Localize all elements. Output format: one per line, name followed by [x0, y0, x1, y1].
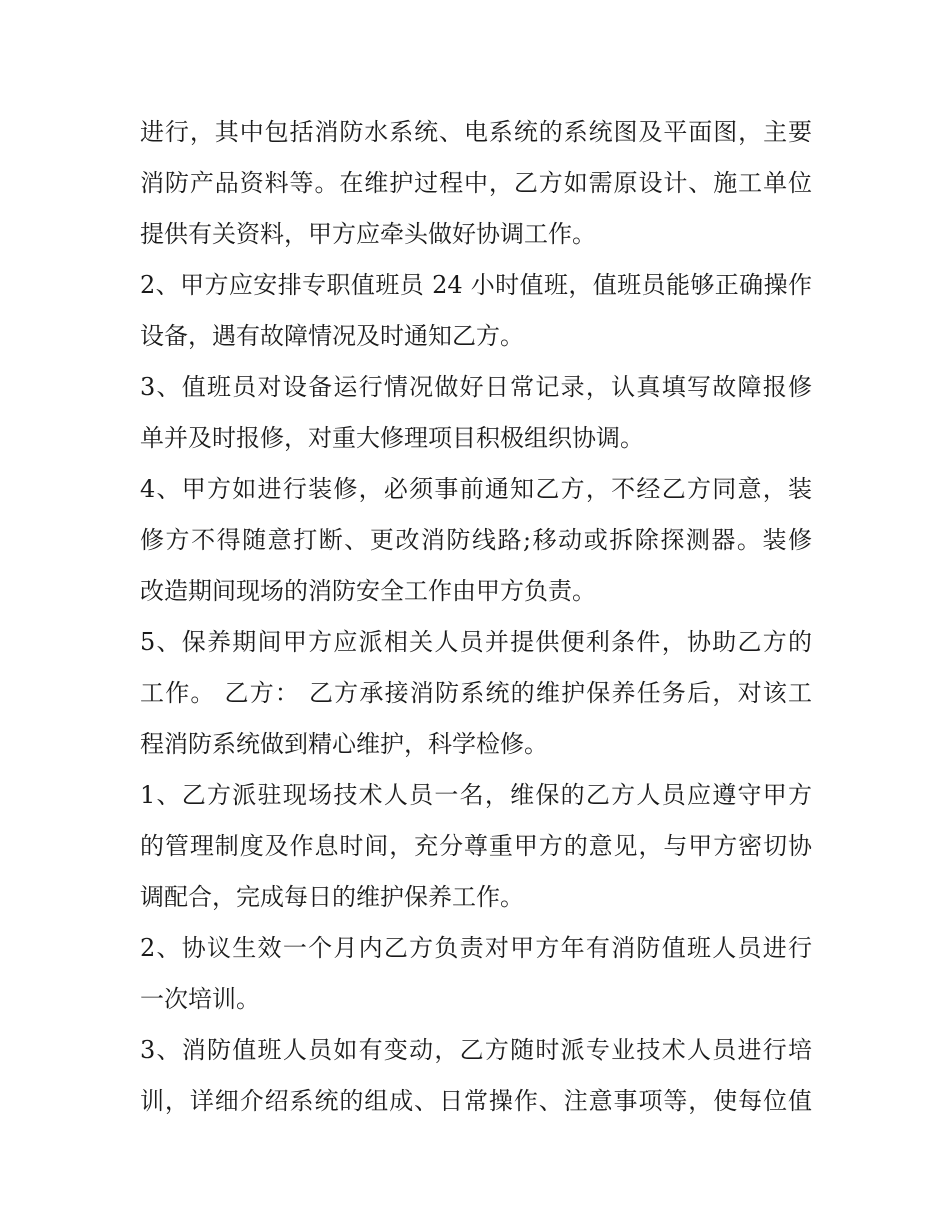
text-line: 工作。 乙方： 乙方承接消防系统的维护保养任务后，对该工: [140, 679, 812, 707]
text-line: 设备，遇有故障情况及时通知乙方。: [140, 322, 524, 350]
text-line: 训，详细介绍系统的组成、日常操作、注意事项等，使每位值: [140, 1087, 812, 1115]
text-line: 5、保养期间甲方应派相关人员并提供便利条件，协助乙方的: [140, 628, 812, 656]
document-body: [140, 107, 812, 1127]
text-line: 改造期间现场的消防安全工作由甲方负责。: [140, 577, 596, 605]
text-line: 进行，其中包括消防水系统、电系统的系统图及平面图，主要: [140, 118, 812, 146]
text-line: 调配合，完成每日的维护保养工作。: [140, 883, 524, 911]
text-line: 修方不得随意打断、更改消防线路;移动或拆除探测器。装修: [140, 526, 812, 554]
text-line: 1、乙方派驻现场技术人员一名，维保的乙方人员应遵守甲方: [140, 781, 812, 809]
text-line: 2、甲方应安排专职值班员 24 小时值班，值班员能够正确操作: [140, 271, 812, 299]
text-line: 4、甲方如进行装修，必须事前通知乙方，不经乙方同意，装: [140, 475, 812, 503]
text-line: 程消防系统做到精心维护，科学检修。: [140, 730, 548, 758]
text-line: 2、协议生效一个月内乙方负责对甲方年有消防值班人员进行: [140, 934, 812, 962]
text-line: 消防产品资料等。在维护过程中，乙方如需原设计、施工单位: [140, 169, 812, 197]
text-line: 单并及时报修，对重大修理项目积极组织协调。: [140, 424, 644, 452]
text-line: 一次培训。: [140, 985, 260, 1013]
text-line: 的管理制度及作息时间，充分尊重甲方的意见，与甲方密切协: [140, 832, 812, 860]
text-line: 3、消防值班人员如有变动，乙方随时派专业技术人员进行培: [140, 1036, 812, 1064]
text-line: 提供有关资料，甲方应牵头做好协调工作。: [140, 220, 596, 248]
text-line: 3、值班员对设备运行情况做好日常记录，认真填写故障报修: [140, 373, 812, 401]
